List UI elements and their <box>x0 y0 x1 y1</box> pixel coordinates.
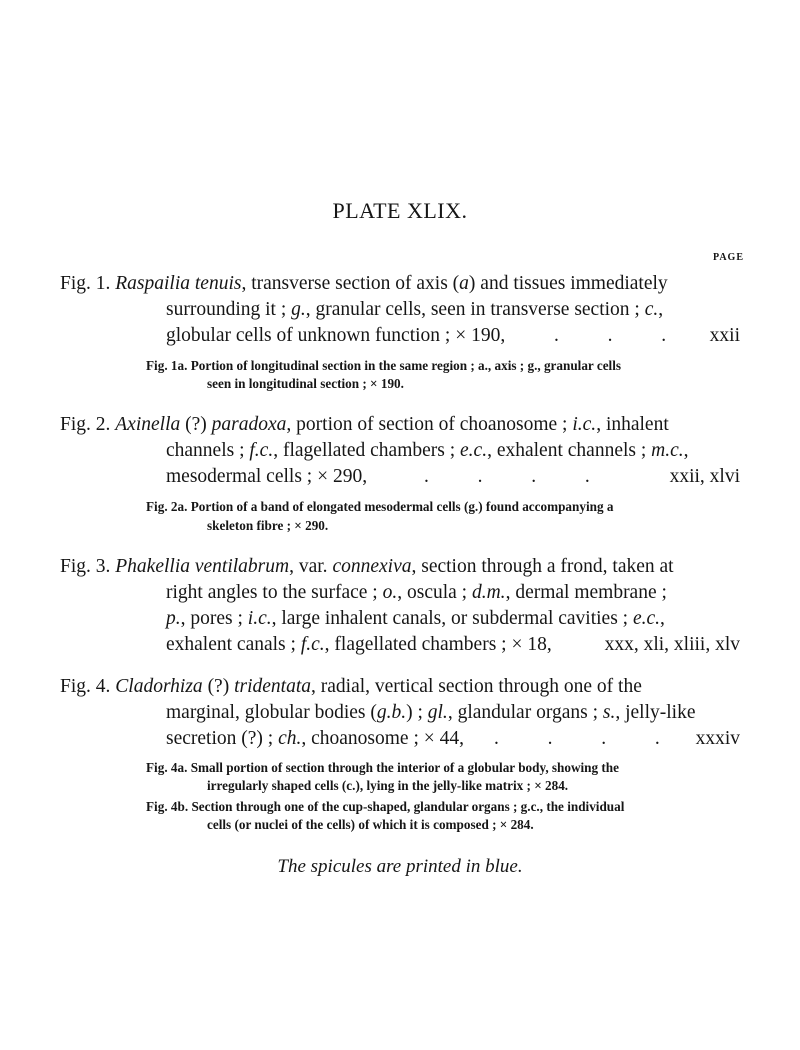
fig3-p: p. <box>166 608 181 629</box>
fig1-label: Fig. 1. <box>60 273 111 294</box>
fig4b-caption <box>146 797 624 817</box>
fig1a-caption <box>146 356 621 376</box>
fig3-line3-b: , large inhalent canals, or subdermal cavities ; <box>271 608 633 629</box>
fig2-line2-d: , <box>683 440 689 461</box>
fig4-line2-c: , glandular organs ; <box>447 702 603 723</box>
fig3-variety: connexiva <box>332 556 412 577</box>
fig2-ic: i.c. <box>572 414 597 435</box>
fig3-fc: f.c. <box>300 634 325 655</box>
fig1-line2-a: surrounding it ; <box>166 299 292 320</box>
fig4-ch: ch. <box>278 728 302 749</box>
fig2-line3: mesodermal cells ; × 290, <box>166 466 368 487</box>
fig4-line2-a: marginal, globular bodies ( <box>166 702 377 723</box>
fig4-leader-dots: . . . . <box>494 728 660 749</box>
fig4-gb: g.b. <box>376 702 407 723</box>
fig4a-caption-cont: irregularly shaped cells (c.), lying in the jelly-like matrix ; × 284. <box>207 778 569 793</box>
fig4-gl: gl. <box>427 702 448 723</box>
fig4-query: (?) <box>202 676 235 697</box>
fig3-line4-a: exhalent canals ; <box>166 634 301 655</box>
fig1-line1-end: ) and tissues immediately <box>468 273 668 294</box>
fig4-line3-b: , choanosome ; × 44, <box>301 728 464 749</box>
fig4-s: s. <box>602 702 616 723</box>
fig4b-label: Fig. 4b. <box>146 799 189 814</box>
fig3-ic: i.c. <box>247 608 272 629</box>
fig2-line1-end: , inhalent <box>596 414 669 435</box>
fig2-fc: f.c. <box>249 440 274 461</box>
fig4-line1-end: , radial, vertical section through one of the <box>311 676 642 697</box>
fig1-line1 <box>60 272 668 296</box>
fig4-line1 <box>60 675 642 699</box>
fig3-o: o. <box>382 582 398 603</box>
fig4-line2 <box>166 701 696 725</box>
fig3-line2 <box>166 581 667 605</box>
fig1-line3: globular cells of unknown function ; × 190, <box>166 325 506 346</box>
fig2a-label: Fig. 2a. <box>146 499 188 514</box>
fig2-line2-b: , flagellated chambers ; <box>273 440 461 461</box>
fig1-axis-a: a <box>459 273 469 294</box>
fig1-line1-text: , transverse section of axis ( <box>241 273 460 294</box>
fig4-line3 <box>166 727 464 751</box>
fig2a-caption <box>146 497 613 517</box>
fig4-line2-d: , jelly-like <box>615 702 696 723</box>
fig4-species2: tridentata <box>234 676 312 697</box>
fig2-line1 <box>60 413 669 437</box>
fig2-species2: paradoxa <box>211 414 287 435</box>
fig1-line2-b: , granular cells, seen in transverse section ; <box>305 299 645 320</box>
fig2-leader-dots: . . . . <box>424 466 590 487</box>
fig3-line2-b: , oscula ; <box>397 582 472 603</box>
fig2-mc: m.c. <box>651 440 684 461</box>
fig4-line2-b: ) ; <box>406 702 428 723</box>
fig4b-caption-cont: cells (or nuclei of the cells) of which it is composed ; × 284. <box>207 817 534 832</box>
footer-note: The spicules are printed in blue. <box>277 856 523 877</box>
fig2-query: (?) <box>180 414 212 435</box>
fig1-line2 <box>166 298 663 322</box>
fig1-c: c. <box>644 299 659 320</box>
fig3-line1-end: , section through a frond, taken at <box>411 556 674 577</box>
page-column-header: PAGE <box>712 252 744 263</box>
fig1a-text: Portion of longitudinal section in the same region ; a., axis ; g., granular cells <box>190 358 622 373</box>
fig1-line2-d: , <box>658 299 664 320</box>
fig2-ec: e.c. <box>460 440 488 461</box>
fig2-line2 <box>166 439 689 463</box>
fig3-line1 <box>60 555 674 579</box>
fig1-species: Raspailia tenuis <box>115 273 242 294</box>
fig3-line1-text: , var. <box>289 556 333 577</box>
fig1-leader-dots: . . . <box>554 325 667 346</box>
fig2-line1-text: , portion of section of choanosome ; <box>286 414 573 435</box>
fig1-g: g. <box>291 299 306 320</box>
fig4a-label: Fig. 4a. <box>146 760 188 775</box>
fig2-species: Axinella <box>115 414 181 435</box>
fig4-species: Cladorhiza <box>115 676 203 697</box>
fig4-label: Fig. 4. <box>60 676 111 697</box>
fig1-page-ref: xxii <box>709 325 740 346</box>
fig3-line2-c: , dermal membrane ; <box>505 582 667 603</box>
fig3-line4 <box>166 633 552 657</box>
fig2a-caption-cont: skeleton fibre ; × 290. <box>207 518 329 533</box>
fig1a-label: Fig. 1a. <box>146 358 188 373</box>
fig4b-text: Section through one of the cup-shaped, glandular organs ; g.c., the individual <box>191 799 625 814</box>
fig3-line3-a: , pores ; <box>180 608 248 629</box>
fig3-ec: e.c. <box>632 608 661 629</box>
fig2-label: Fig. 2. <box>60 414 111 435</box>
fig3-label: Fig. 3. <box>60 556 111 577</box>
fig3-line4-b: , flagellated chambers ; × 18, <box>324 634 552 655</box>
fig1a-caption-cont: seen in longitudinal section ; × 190. <box>207 376 404 391</box>
fig3-line2-a: right angles to the surface ; <box>166 582 383 603</box>
fig4-page-ref: xxxiv <box>695 728 740 749</box>
fig2-line2-c: , exhalent channels ; <box>487 440 652 461</box>
plate-title: PLATE XLIX. <box>332 198 468 223</box>
fig3-page-ref: xxx, xli, xliii, xlv <box>604 634 740 655</box>
fig3-line3-c: , <box>660 608 665 629</box>
fig4-line3-a: secretion (?) ; <box>166 728 279 749</box>
fig4a-caption <box>146 758 619 778</box>
fig2-line2-a: channels ; <box>166 440 250 461</box>
fig3-dm: d.m. <box>471 582 506 603</box>
fig4a-text: Small portion of section through the interior of a globular body, showing the <box>190 760 619 775</box>
fig2a-text: Portion of a band of elongated mesodermal cells (g.) found accompanying a <box>190 499 614 514</box>
fig3-species: Phakellia ventilabrum <box>115 556 290 577</box>
fig3-line3 <box>166 607 665 631</box>
fig2-page-ref: xxii, xlvi <box>669 466 740 487</box>
